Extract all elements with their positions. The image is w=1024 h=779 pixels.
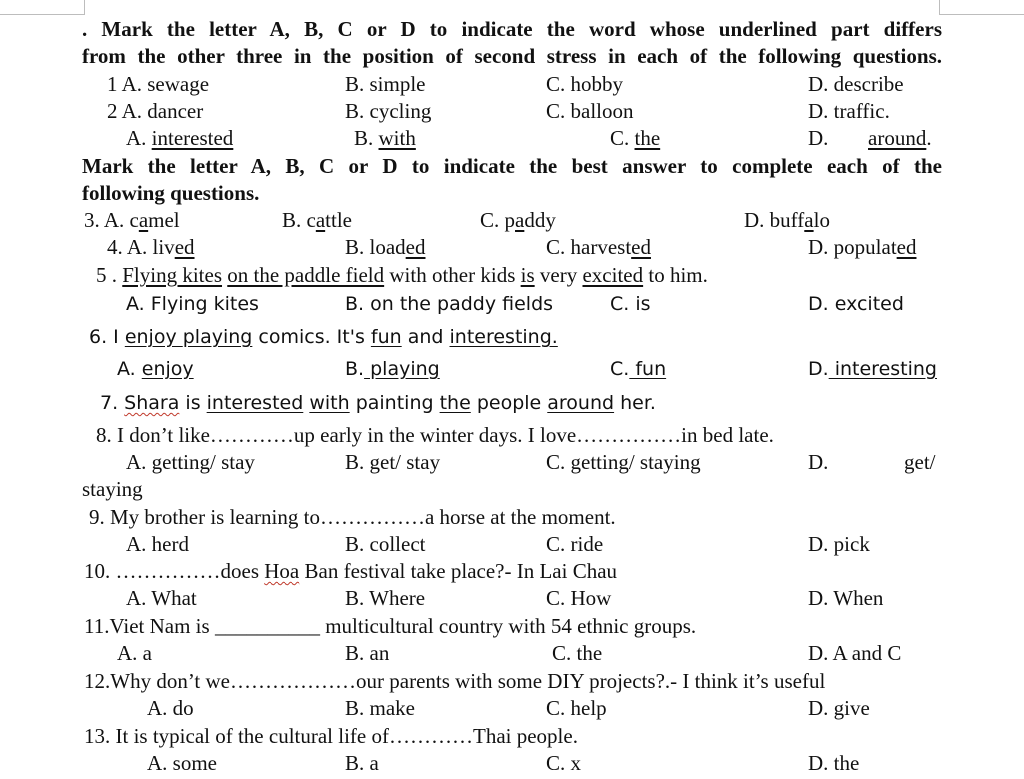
q5-option-d: D. excited (808, 293, 904, 315)
q11-option-b: B. an (345, 641, 390, 665)
q4-option-c: C. harvested (546, 235, 651, 259)
q2-option-a: 2 A. dancer (107, 99, 204, 123)
q8-option-d-text: get/ (904, 450, 936, 474)
q11-option-a: A. a (117, 641, 152, 665)
q2-option-d: D. traffic. (808, 99, 890, 123)
q12-option-a: A. do (147, 696, 194, 720)
q6-option-a: A. enjoy (117, 358, 194, 380)
q10-option-a: A. What (126, 586, 197, 610)
q3-option-d: D. buffalo (744, 208, 830, 232)
q8-option-d-continued: staying (82, 477, 143, 501)
q12-option-d: D. give (808, 696, 870, 720)
q10-option-d: D. When (808, 586, 884, 610)
qx-option-d-label: D. (808, 126, 829, 150)
section1-title-line2: from the other three in the position of second stress in each of the following questions. (82, 44, 942, 68)
q3-option-a: 3. A. camel (84, 208, 180, 232)
q3-option-b: B. cattle (282, 208, 352, 232)
margin-corner-left (0, 0, 85, 15)
qx-option-a: A. interested (126, 126, 234, 150)
q5-option-b: B. on the paddy fields (345, 293, 554, 315)
q11-option-c: C. the (552, 641, 603, 665)
q9-option-c: C. ride (546, 532, 604, 556)
q8-option-d-label: D. (808, 450, 829, 474)
q9-option-a: A. herd (126, 532, 189, 556)
section2-title-line1: Mark the letter A, B, C or D to indicate the best answer to complete each of the (82, 154, 942, 178)
q8-option-b: B. get/ stay (345, 450, 441, 474)
qx-option-b: B. with (354, 126, 416, 150)
q11-option-d: D. A and C (808, 641, 902, 665)
q4-option-d: D. populated (808, 235, 917, 259)
q4-option-b: B. loaded (345, 235, 426, 259)
qx-option-c: C. the (610, 126, 661, 150)
qx-option-d-word: around. (868, 126, 932, 150)
q13-option-d: D. the (808, 751, 860, 775)
q1-option-a: 1 A. sewage (107, 72, 210, 96)
q8-option-a: A. getting/ stay (126, 450, 255, 474)
q9-option-d: D. pick (808, 532, 870, 556)
q8-option-c: C. getting/ staying (546, 450, 701, 474)
q5-option-a: A. Flying kites (126, 293, 259, 315)
q10-option-b: B. Where (345, 586, 426, 610)
q4-option-a: 4. A. lived (107, 235, 195, 259)
q2-option-b: B. cycling (345, 99, 432, 123)
q13-option-b: B. a (345, 751, 379, 775)
q12-option-b: B. make (345, 696, 415, 720)
q6-option-c: C. fun (610, 358, 667, 380)
section2-title-line2: following questions. (82, 181, 260, 205)
q2-option-c: C. balloon (546, 99, 634, 123)
q1-option-b: B. simple (345, 72, 426, 96)
q6-option-b: B. playing (345, 358, 440, 380)
q1-option-c: C. hobby (546, 72, 624, 96)
q3-option-c: C. paddy (480, 208, 556, 232)
margin-corner-right (939, 0, 1024, 15)
section1-title-line1: . Mark the letter A, B, C or D to indicate the word whose underlined part differs (82, 17, 942, 41)
q9-option-b: B. collect (345, 532, 426, 556)
q12-option-c: C. help (546, 696, 607, 720)
q1-option-d: D. describe (808, 72, 904, 96)
q5-option-c: C. is (610, 293, 651, 315)
q10-option-c: C. How (546, 586, 612, 610)
q13-option-a: A. some (147, 751, 217, 775)
q13-option-c: C. x (546, 751, 582, 775)
q6-option-d: D. interesting (808, 358, 937, 380)
